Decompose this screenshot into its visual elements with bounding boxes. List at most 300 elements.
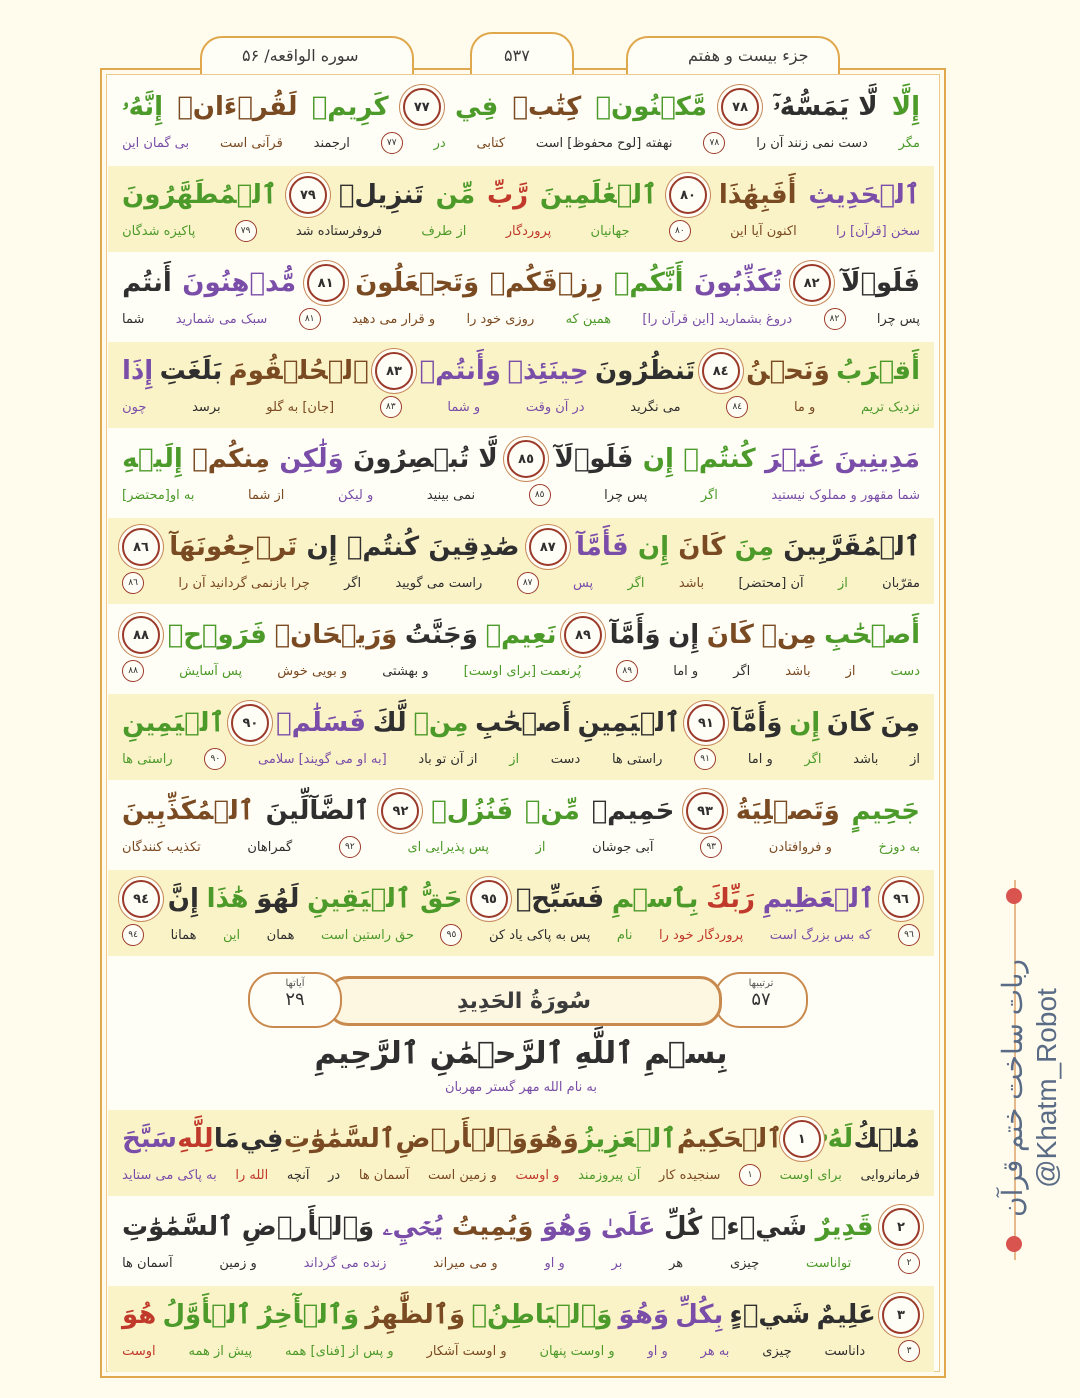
translation-word: [به او می گویند] سلامی	[258, 751, 387, 767]
arabic-word: إِن	[637, 532, 670, 562]
verse-end-marker: ٨١	[307, 264, 345, 302]
translation-word: فروفرستاده شد	[295, 223, 383, 239]
translation-word: آن پیروزمند	[578, 1167, 641, 1183]
translation-word: باشد	[678, 575, 705, 591]
translation-word: و شما	[447, 399, 481, 415]
translation-word: اوست	[122, 1343, 156, 1359]
arabic-word: ٱلۡيَمِينِ	[122, 708, 225, 738]
arabic-word: فِي	[454, 92, 499, 122]
arabic-word: مِنۡ	[413, 708, 469, 738]
bot-handle: @Khatm_Robot	[1031, 988, 1062, 1188]
translation-line	[122, 658, 920, 684]
translation-verse-marker: ١	[739, 1164, 761, 1186]
translation-word: به پاکی می ستاید	[122, 1167, 217, 1183]
arabic-word: أَصۡحَٰبِ	[475, 708, 571, 738]
arabic-word: وَتَجۡعَلُونَ	[355, 268, 480, 298]
translation-word: همان	[266, 927, 295, 943]
bismillah-translation: به نام الله مهر گستر مهربان	[445, 1080, 597, 1095]
arabic-word: شَيۡءٍ	[729, 1300, 811, 1330]
arabic-line	[122, 1204, 920, 1250]
translation-word: برسد	[192, 399, 221, 415]
arabic-word: شَيۡءٖ	[710, 1212, 808, 1242]
translation-word: اگر	[627, 575, 645, 591]
verse-line	[108, 166, 934, 252]
translation-word: [جان] به گلو	[266, 399, 335, 415]
arabic-word: مِّن	[435, 180, 476, 210]
verse-end-marker: ٩٠	[231, 704, 269, 742]
arabic-word: أَنتُم	[122, 268, 172, 298]
translation-word: الله را	[235, 1167, 269, 1183]
arabic-word: أَنَّكُمۡ	[613, 268, 684, 298]
verse-end-marker: ٨٠	[669, 176, 707, 214]
arabic-word: ٱلۡمُكَذِّبِينَ	[122, 796, 254, 826]
translation-verse-marker: ٩٢	[339, 836, 361, 858]
translation-word: راستی ها	[611, 751, 663, 767]
translation-word: هر	[669, 1255, 684, 1271]
surah-verses-value: ۲۹	[285, 989, 305, 1010]
translation-word: آسمان ها	[358, 1167, 410, 1183]
translation-word: و بهشتی	[382, 663, 429, 679]
arabic-word: كَانَ	[678, 532, 726, 562]
translation-word: داناست	[824, 1343, 866, 1359]
arabic-word: ٱلۡمُطَهَّرُونَ	[122, 180, 278, 210]
arabic-word: ٱلۡمُقَرَّبِينَ	[783, 532, 920, 562]
arabic-line	[122, 84, 920, 130]
arabic-word: ٱلسَّمَٰوَٰتِ	[283, 1124, 396, 1154]
translation-line	[122, 746, 920, 772]
surah-label-box	[200, 36, 414, 74]
translation-word: تواناست	[806, 1255, 852, 1271]
translation-verse-marker: ٨٣	[380, 396, 402, 418]
translation-word: کتابی	[476, 135, 506, 151]
arabic-line	[122, 172, 920, 218]
verse-end-marker: ٩٣	[686, 792, 724, 830]
translation-line	[122, 482, 920, 508]
verse-line	[108, 1198, 934, 1284]
arabic-word: ٱلۡعَظِيمِ	[762, 884, 875, 914]
translation-word: از طرف	[421, 223, 467, 239]
translation-word: آسمان ها	[122, 1255, 173, 1271]
arabic-word: وَهُوَ	[528, 1124, 579, 1154]
arabic-word: إِلَيۡهِ	[122, 444, 183, 474]
arabic-word: عَلَىٰ	[600, 1212, 656, 1242]
arabic-word: وَأَمَّآ	[609, 620, 661, 650]
arabic-word: إِن	[789, 708, 821, 738]
arabic-word: إِن	[642, 444, 674, 474]
translation-word: از	[910, 751, 920, 767]
arabic-word: وَجَنَّتُ	[404, 620, 478, 650]
arabic-word: ٱلضَّآلِّينَ	[265, 796, 370, 826]
translation-word: بی گمان این	[122, 135, 190, 151]
translation-word: دست	[550, 751, 581, 767]
verse-end-marker: ٢	[882, 1208, 920, 1246]
translation-word: و ما	[793, 399, 816, 415]
translation-word: به دوزخ	[878, 839, 920, 855]
verse-line	[108, 870, 934, 956]
translation-word: به هر	[700, 1343, 730, 1359]
arabic-word: وَرَيۡحَانٞ	[274, 620, 398, 650]
arabic-word: مِنكُمۡ	[192, 444, 270, 474]
translation-word: زنده می گرداند	[303, 1255, 387, 1271]
translation-word: پُرنعمت [برای اوست]	[463, 663, 582, 679]
verse-end-marker: ٧٧	[403, 88, 441, 126]
verse-end-marker: ٨٨	[122, 616, 160, 654]
arabic-word: فَأَمَّآ	[576, 532, 629, 562]
arabic-word: إِن	[306, 532, 338, 562]
arabic-word: ٱلۡعَٰلَمِينَ	[539, 180, 658, 210]
arabic-word: ٱلسَّمَٰوَٰتِ	[122, 1212, 234, 1242]
arabic-line	[122, 1116, 920, 1162]
arabic-word: لَهُۥ	[821, 1123, 854, 1154]
verse-end-marker: ٨٧	[529, 528, 567, 566]
arabic-word: وَٱلۡأَرۡضِ	[241, 1212, 375, 1242]
translation-word: دست	[890, 663, 920, 679]
arabic-word: وَهُوَ	[541, 1212, 593, 1242]
arabic-word: كُنتُمۡ	[683, 444, 756, 474]
arabic-word: لَّا تُبۡصِرُونَ	[353, 444, 498, 474]
arabic-word: تُكَذِّبُونَ	[694, 268, 783, 298]
translation-word: و اما	[747, 751, 773, 767]
translation-word: پس آسایش	[179, 663, 243, 679]
arabic-word: تَرۡجِعُونَهَآ	[169, 532, 298, 562]
arabic-word: بَلَغَتِ	[159, 356, 223, 386]
translation-verse-marker: ٨٧	[517, 572, 539, 594]
verse-end-marker: ٨٢	[793, 264, 831, 302]
translation-word: شما مقهور و مملوک نیستید	[771, 487, 920, 503]
translation-line	[122, 394, 920, 420]
translation-verse-marker: ٩١	[694, 748, 716, 770]
translation-word: آن [محتضر]	[738, 575, 804, 591]
translation-verse-marker: ٧٩	[235, 220, 257, 242]
translation-word: همین که	[565, 311, 612, 327]
translation-word: چون	[122, 399, 147, 415]
arabic-line	[122, 1292, 920, 1338]
arabic-word: مُلۡكُ	[853, 1124, 920, 1154]
translation-word: اگر	[700, 487, 718, 503]
verse-line	[108, 254, 934, 340]
arabic-word: فَرَوۡحٞ	[167, 620, 267, 650]
translation-word: گمراهان	[247, 839, 293, 855]
translation-word: اگر	[804, 751, 822, 767]
translation-line	[122, 1250, 920, 1276]
arabic-word: فَلَوۡلَآ	[554, 444, 634, 474]
ornament-dot-top	[1006, 888, 1022, 904]
arabic-word: لَّا يَمَسُّهُۥٓ	[773, 91, 878, 122]
arabic-line	[122, 524, 920, 570]
translation-line	[122, 922, 920, 948]
arabic-word: إِلَّا	[891, 92, 920, 122]
translation-verse-marker: ٨٠	[669, 220, 691, 242]
translation-word: از آن تو باد	[418, 751, 478, 767]
arabic-word: رَبِّكَ	[706, 884, 756, 914]
verse-end-marker: ٨٦	[122, 528, 160, 566]
translation-word: و اما	[673, 663, 699, 679]
arabic-word: رِزۡقَكُمۡ	[489, 268, 604, 298]
arabic-word: فَسَلَٰمٞ	[276, 708, 367, 738]
translation-word: تکذیب کنندگان	[122, 839, 201, 855]
arabic-word: إِذَا	[122, 356, 154, 386]
arabic-line	[122, 700, 920, 746]
translation-word: باشد	[853, 751, 879, 767]
arabic-word: مِنَ	[734, 532, 775, 562]
verse-line	[108, 342, 934, 428]
translation-word: راستی ها	[122, 751, 173, 767]
arabic-word: قَدِيرٌ	[815, 1212, 874, 1242]
arabic-word: ٱلۡيَمِينِ	[577, 708, 681, 738]
verse-line	[108, 518, 934, 604]
arabic-word: تَنزِيلٞ	[338, 180, 424, 210]
arabic-word: فَنُزُلٞ	[431, 796, 514, 826]
arabic-word: بِكُلِّ	[675, 1300, 724, 1330]
arabic-word: فَسَبِّحۡ	[515, 884, 605, 914]
arabic-word: وَٱلۡبَاطِنُۖ	[471, 1300, 613, 1330]
arabic-word: حَمِيمٖ	[591, 796, 675, 826]
translation-word: و پس از [فنای] همه	[285, 1343, 394, 1359]
arabic-word: رَّبِّ	[486, 180, 529, 210]
translation-word: قرآنی است	[219, 135, 283, 151]
translation-word: از	[845, 663, 856, 679]
translation-word: آنچه	[286, 1167, 310, 1183]
verse-line	[108, 1286, 934, 1372]
arabic-word: تَنظُرُونَ	[594, 356, 696, 386]
arabic-word: كَرِيمٞ	[311, 92, 389, 122]
translation-verse-marker: ٨٤	[726, 396, 748, 418]
translation-word: پس چرا	[876, 311, 920, 327]
surah-title: سُورَةُ الحَدِيدِ	[456, 988, 592, 1014]
translation-word: در آن وقت	[525, 399, 585, 415]
arabic-word: يُحۡيِۦ	[382, 1211, 444, 1242]
translation-word: پس پذیرایی ای	[407, 839, 490, 855]
translation-word: سبک می شمارید	[175, 311, 268, 327]
translation-word: نمی بینید	[426, 487, 476, 503]
verse-end-marker: ٧٨	[721, 88, 759, 126]
arabic-word: ٱلۡحَكِيمُ	[676, 1124, 783, 1154]
arabic-word: غَيۡرَ	[764, 444, 826, 474]
translation-word: از	[535, 839, 546, 855]
arabic-line	[122, 788, 920, 834]
translation-word: و زمین است	[427, 1167, 497, 1183]
verse-end-marker: ٩١	[687, 704, 725, 742]
translation-line	[122, 570, 920, 596]
translation-word: و اوست	[515, 1167, 560, 1183]
arabic-word: حَقُّ ٱلۡيَقِينِ	[307, 884, 463, 914]
translation-verse-marker: ٩٦	[898, 924, 920, 946]
arabic-word: بِٱسۡمِ	[611, 884, 699, 914]
arabic-word: أَصۡحَٰبِ	[824, 620, 920, 650]
arabic-word: كُلِّ	[663, 1212, 703, 1242]
translation-word: مگر	[898, 135, 920, 151]
translation-word: دروغ بشمارید [این قرآن را]	[642, 311, 793, 327]
verse-end-marker: ٩٦	[882, 880, 920, 918]
translation-word: و اوست پنهان	[539, 1343, 615, 1359]
verse-line	[108, 782, 934, 868]
arabic-word: نَعِيمٖ	[485, 620, 557, 650]
verse-end-marker: ٩٢	[381, 792, 419, 830]
arabic-word: وَٱلۡأَرۡضِ	[395, 1124, 528, 1154]
arabic-word: لِلَّهِ	[177, 1124, 214, 1154]
arabic-word: أَفَبِهَٰذَا	[718, 180, 797, 210]
verse-end-marker: ٣	[882, 1296, 920, 1334]
translation-word: پروردگار	[505, 223, 552, 239]
translation-word: می نگرید	[630, 399, 681, 415]
verse-line	[108, 606, 934, 692]
bot-name: ربات ساخت ختم قرآن	[997, 959, 1028, 1217]
translation-line	[122, 1338, 920, 1364]
translation-word: جهانیان	[590, 223, 630, 239]
translation-word: که بس بزرگ است	[769, 927, 872, 943]
translation-word: سخن [قرآن] را	[835, 223, 920, 239]
verse-line	[108, 430, 934, 516]
verse-end-marker: ٨٤	[702, 352, 740, 390]
page-number-box	[470, 32, 574, 74]
translation-word: در	[433, 135, 446, 151]
arabic-word: وَلَٰكِن	[279, 444, 344, 474]
translation-verse-marker: ٢	[898, 1252, 920, 1274]
arabic-word: إِنَّ	[167, 884, 199, 914]
translation-verse-marker: ٣	[898, 1340, 920, 1362]
arabic-word: لَّكَ	[372, 708, 407, 738]
verse-end-marker: ٨٣	[375, 352, 413, 390]
translation-word: پاکیزه شدگان	[122, 223, 196, 239]
verse-end-marker: ٨٩	[564, 616, 602, 654]
juz-label-box	[626, 36, 840, 74]
verse-end-marker: ٩٥	[470, 880, 508, 918]
translation-word: از	[509, 751, 520, 767]
arabic-word: هَٰذَا	[206, 884, 249, 914]
arabic-word: فَلَوۡلَآ	[841, 268, 920, 298]
translation-word: باشد	[785, 663, 811, 679]
arabic-word: ٱلۡأَوَّلُ	[162, 1300, 252, 1330]
arabic-word: هُوَ	[122, 1300, 157, 1330]
arabic-word: وَتَصۡلِيَةُ	[735, 796, 840, 826]
translation-word: روزی خود را	[466, 311, 535, 327]
arabic-word: وَنَحۡنُ	[746, 356, 830, 386]
verse-end-marker: ٧٩	[289, 176, 327, 214]
translation-word: ارجمند	[313, 135, 350, 151]
arabic-word: وَأَنتُمۡ	[419, 356, 501, 386]
translation-word: در	[328, 1167, 341, 1183]
arabic-word: إِن	[668, 620, 700, 650]
translation-word: فرمانروایی	[860, 1167, 920, 1183]
arabic-line	[122, 876, 920, 922]
translation-word: و فروافتادن	[768, 839, 832, 855]
translation-word: و بویی خوش	[277, 663, 348, 679]
translation-word: و قرار می دهید	[352, 311, 436, 327]
arabic-word: وَهُوَ	[618, 1300, 670, 1330]
translation-word: چرا بازنمی گردانید آن را	[178, 575, 310, 591]
translation-line	[122, 218, 920, 244]
surah-verses-badge	[248, 972, 342, 1028]
arabic-word: حِينَئِذٖ	[507, 356, 589, 386]
translation-word: آبی جوشان	[592, 839, 654, 855]
translation-word: و لیکن	[337, 487, 374, 503]
translation-word: شما	[122, 311, 145, 327]
arabic-line	[122, 612, 920, 658]
translation-word: نام	[616, 927, 633, 943]
arabic-word: وَأَمَّآ	[731, 708, 783, 738]
translation-verse-marker: ٨٥	[529, 484, 551, 506]
translation-verse-marker: ٧٧	[381, 132, 403, 154]
translation-word: بر	[611, 1255, 623, 1271]
juz-label: جزء بیست و هفتم	[688, 46, 809, 65]
arabic-word: إِنَّهُۥ	[122, 91, 164, 122]
arabic-word: صَٰدِقِينَ	[428, 532, 520, 562]
bot-watermark	[996, 918, 1064, 1258]
arabic-word: مَّكۡنُونٖ	[595, 92, 707, 122]
verse-line	[108, 694, 934, 780]
translation-word: این	[223, 927, 241, 943]
translation-word: دست نمی زنند آن را	[756, 135, 868, 151]
translation-word: پس	[572, 575, 594, 591]
translation-verse-marker: ٩٤	[122, 924, 144, 946]
translation-verse-marker: ٩٠	[204, 748, 226, 770]
arabic-word: سَبَّحَ	[122, 1124, 177, 1154]
verse-end-marker: ٩٤	[122, 880, 160, 918]
page-number: ۵۳۷	[504, 46, 530, 65]
surah-verses-label: آیاتها	[285, 978, 305, 989]
surah-title-box	[326, 976, 722, 1026]
arabic-word: مِنَ	[880, 708, 920, 738]
arabic-word: ٱلۡحُلۡقُومَ	[228, 356, 369, 386]
arabic-line	[122, 436, 920, 482]
verse-end-marker: ١	[783, 1120, 821, 1158]
translation-word: و اوست آشکار	[426, 1343, 507, 1359]
translation-word: و او	[647, 1343, 668, 1359]
arabic-word: كَانَ	[826, 708, 874, 738]
translation-word: برای اوست	[779, 1167, 842, 1183]
arabic-word: لَقُرۡءَانٞ	[177, 92, 298, 122]
translation-word: و زمین	[219, 1255, 257, 1271]
translation-word: و می میراند	[433, 1255, 498, 1271]
translation-word: از شما	[248, 487, 285, 503]
verse-line	[108, 1110, 934, 1196]
translation-word: همانا	[170, 927, 197, 943]
arabic-word: كِتَٰبٖ	[512, 92, 582, 122]
arabic-word: كَانَ	[706, 620, 754, 650]
page-header	[200, 28, 840, 74]
arabic-word: لَهُوَ	[256, 884, 300, 914]
translation-verse-marker: ٨٨	[122, 660, 144, 682]
arabic-word: وَٱلۡأٓخِرُ	[257, 1300, 360, 1330]
translation-verse-marker: ٨٦	[122, 572, 144, 594]
arabic-word: مَا	[213, 1124, 240, 1154]
arabic-line	[122, 260, 920, 306]
translation-word: راست می گویید	[395, 575, 483, 591]
arabic-word: فِي	[240, 1124, 284, 1154]
arabic-word: أَقۡرَبُ	[836, 356, 920, 386]
translation-line	[122, 1162, 920, 1188]
arabic-word: كُنتُمۡ	[346, 532, 420, 562]
translation-word: چیزی	[762, 1343, 792, 1359]
translation-word: به او[محتضر]	[122, 487, 195, 503]
translation-word: مقرّبان	[882, 575, 920, 591]
verse-line	[108, 78, 934, 164]
translation-word: پس چرا	[604, 487, 648, 503]
translation-verse-marker: ٨٢	[824, 308, 846, 330]
surah-heading	[108, 958, 934, 1108]
arabic-word: وَٱلظَّٰهِرُ	[365, 1300, 466, 1330]
arabic-word: جَحِيمٍ	[851, 796, 920, 826]
translation-word: پس به پاکی یاد کن	[488, 927, 591, 943]
arabic-line	[122, 348, 920, 394]
arabic-word: ٱلۡحَدِيثِ	[808, 180, 920, 210]
arabic-word: مُّدۡهِنُونَ	[182, 268, 297, 298]
translation-verse-marker: ٩٥	[440, 924, 462, 946]
translation-verse-marker: ٨١	[299, 308, 321, 330]
translation-word: و او	[544, 1255, 565, 1271]
arabic-word: مِّنۡ	[524, 796, 580, 826]
translation-word: اکنون آیا این	[730, 223, 797, 239]
